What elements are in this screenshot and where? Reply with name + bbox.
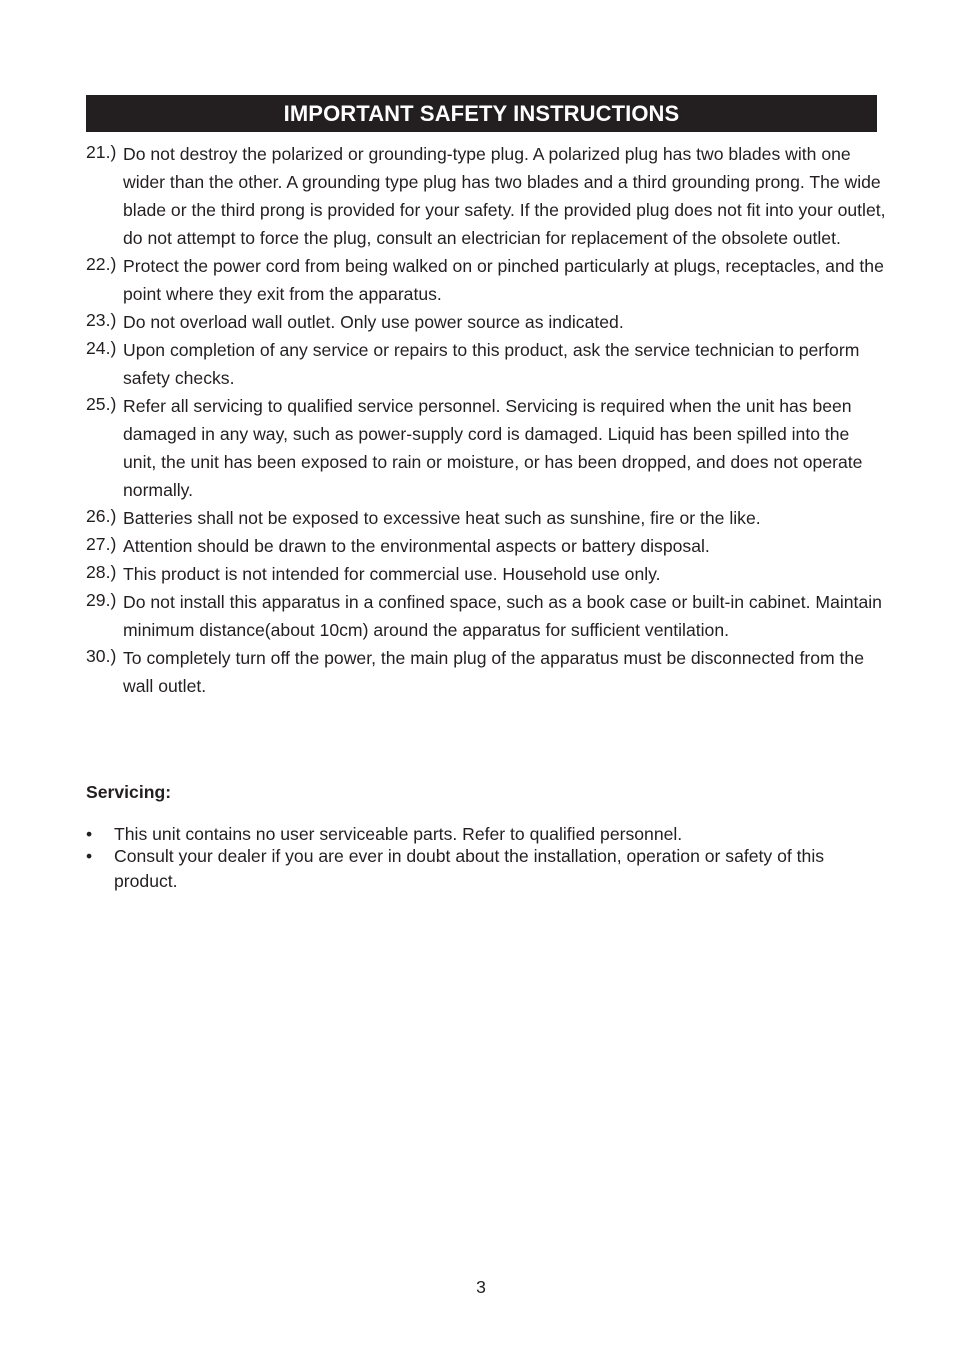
instruction-text: Refer all servicing to qualified service personnel. Servicing is required when the unit has been damaged in any way, such as power-supply cord is damaged. Liquid has been spilled into the unit, the unit has been exposed to rain or moisture, or has been dropped, and does not operate normally. <box>123 396 863 500</box>
instruction-text: Do not destroy the polarized or grounding-type plug. A polarized plug has two blades with one wider than the other. A grounding type plug has two blades and a third grounding prong. The wide blade or the third prong is provided for your safety. If the provided plug does not fit into your outlet, do not attempt to force the plug, consult an electrician for replacement of the obsolete outlet. <box>123 144 886 248</box>
instruction-item <box>86 140 886 252</box>
bullet-icon: • <box>86 824 93 844</box>
instruction-number: 24.) <box>86 338 117 358</box>
instruction-item <box>86 588 886 644</box>
servicing-list <box>86 822 876 890</box>
instruction-number: 23.) <box>86 310 117 330</box>
instruction-item <box>86 644 886 700</box>
page-title-bar <box>86 95 877 132</box>
instruction-item <box>86 392 886 504</box>
instruction-number: 21.) <box>86 142 117 162</box>
instruction-text: Do not install this apparatus in a confined space, such as a book case or built-in cabinet. Maintain minimum distance(about 10cm) around the apparatus for sufficient ventilation. <box>123 592 882 640</box>
page-title: IMPORTANT SAFETY INSTRUCTIONS <box>283 100 680 126</box>
bullet-icon: • <box>86 846 93 866</box>
servicing-item-text: This unit contains no user serviceable parts. Refer to qualified personnel. <box>114 824 683 844</box>
instruction-number: 29.) <box>86 590 117 610</box>
instruction-text: This product is not intended for commercial use. Household use only. <box>123 564 661 584</box>
page-number: 3 <box>476 1277 486 1297</box>
servicing-item <box>86 844 876 894</box>
instruction-item <box>86 560 886 588</box>
instruction-item <box>86 504 886 532</box>
instruction-text: Batteries shall not be exposed to excessive heat such as sunshine, fire or the like. <box>123 508 761 528</box>
instruction-text: Do not overload wall outlet. Only use power source as indicated. <box>123 312 624 332</box>
instruction-item <box>86 308 886 336</box>
instruction-number: 22.) <box>86 254 117 274</box>
servicing-heading: Servicing: <box>86 782 172 802</box>
instruction-text: Protect the power cord from being walked on or pinched particularly at plugs, receptacles, and the point where they exit from the apparatus. <box>123 256 884 304</box>
instruction-number: 26.) <box>86 506 117 526</box>
instruction-number: 30.) <box>86 646 117 666</box>
instruction-number: 28.) <box>86 562 117 582</box>
instruction-item <box>86 336 886 392</box>
instruction-item <box>86 532 886 560</box>
servicing-item-text: Consult your dealer if you are ever in doubt about the installation, operation or safety of this product. <box>114 846 825 891</box>
instruction-number: 27.) <box>86 534 117 554</box>
instruction-text: Attention should be drawn to the environmental aspects or battery disposal. <box>123 536 710 556</box>
instruction-number: 25.) <box>86 394 117 414</box>
instruction-item <box>86 252 886 308</box>
instruction-text: To completely turn off the power, the main plug of the apparatus must be disconnected from the wall outlet. <box>123 648 864 696</box>
instruction-text: Upon completion of any service or repairs to this product, ask the service technician to perform safety checks. <box>123 340 860 388</box>
instructions-list <box>86 140 886 700</box>
